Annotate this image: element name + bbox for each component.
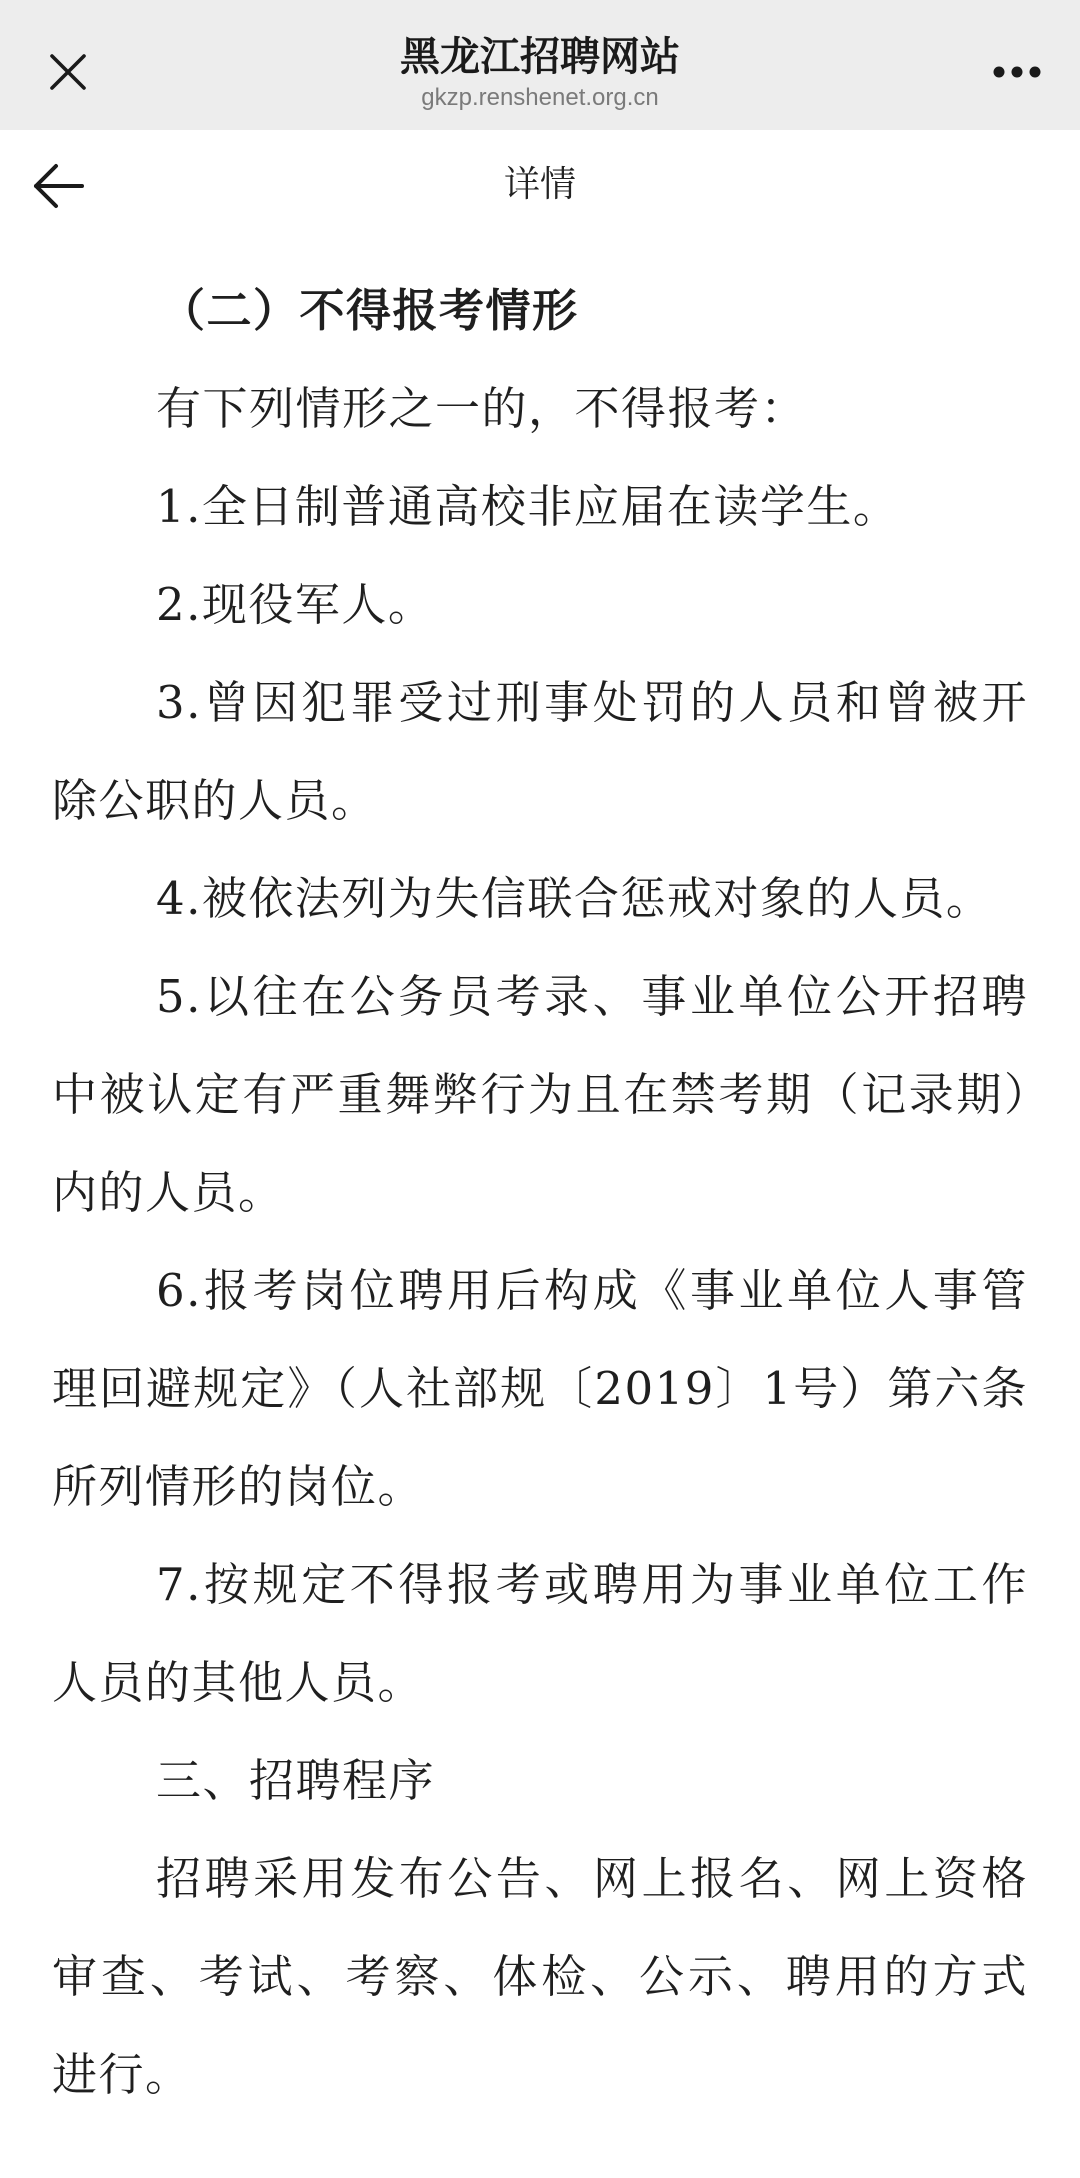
browser-top-bar xyxy=(0,0,1080,130)
paragraph: 5.以往在公务员考录、事业单位公开招聘中被认定有严重舞弊行为且在禁考期（记录期）内的人员。 xyxy=(52,970,1028,1219)
section-title: 三、招聘程序 xyxy=(156,1754,436,1807)
paragraph: 4.被依法列为失信联合惩戒对象的人员。 xyxy=(156,872,993,925)
site-title: 黑龙江招聘网站 xyxy=(400,35,680,79)
article-body xyxy=(52,262,1028,2124)
site-url: gkzp.renshenet.org.cn xyxy=(421,84,659,111)
more-icon xyxy=(992,65,1042,79)
paragraph: 招聘采用发布公告、网上报名、网上资格审查、考试、考察、体检、公示、聘用的方式进行。 xyxy=(52,1852,1028,2101)
paragraph: 6.报考岗位聘用后构成《事业单位人事管理回避规定》（人社部规〔2019〕1号）第六条所列情形的岗位。 xyxy=(52,1264,1028,1513)
paragraph: 7.按规定不得报考或聘用为事业单位工作人员的其他人员。 xyxy=(52,1558,1028,1709)
page-title: 详情 xyxy=(503,163,576,204)
paragraph: 有下列情形之一的，不得报考： xyxy=(156,382,808,435)
paragraph: 1.全日制普通高校非应届在读学生。 xyxy=(156,480,900,533)
paragraph: 3.曾因犯罪受过刑事处罚的人员和曾被开除公职的人员。 xyxy=(52,676,1028,827)
section-heading: （二）不得报考情形 xyxy=(160,284,579,337)
page-nav-bar xyxy=(0,130,1080,242)
paragraph: 2.现役军人。 xyxy=(156,578,435,631)
more-button[interactable] xyxy=(980,40,1054,104)
